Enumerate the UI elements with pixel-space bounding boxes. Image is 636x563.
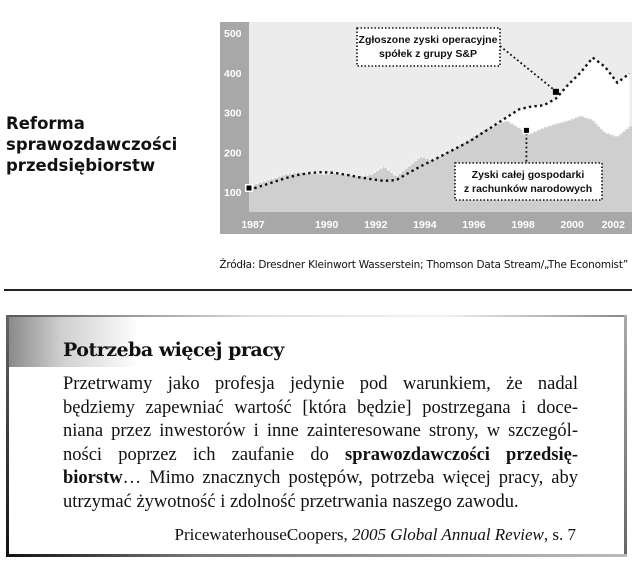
quote-emphasis: biorstw bbox=[63, 468, 123, 489]
y-tick-label: 300 bbox=[224, 107, 242, 120]
side-title-line-2: sprawozdawczości bbox=[6, 135, 178, 154]
annotation-sp-marker bbox=[553, 89, 559, 95]
x-tick-label: 1994 bbox=[413, 219, 437, 231]
box-border-top bbox=[6, 315, 627, 317]
annotation-economy-label: z rachunków narodowych bbox=[463, 183, 593, 195]
x-tick-label: 1987 bbox=[241, 219, 265, 231]
quote-citation: PricewaterhouseCoopers, 2005 Global Annual Review, s. 7 bbox=[174, 525, 576, 544]
quote-text bbox=[63, 373, 578, 515]
quote-line: utrzymać żywotność i zdolność przetrwania naszego zawodu. bbox=[63, 491, 519, 512]
box-border-bottom bbox=[6, 554, 627, 557]
chart-source: Źródła: Dresdner Kleinwort Wasserstein; Thomson Data Stream/„The Economist” bbox=[219, 259, 628, 271]
divider-rule bbox=[4, 289, 632, 291]
x-tick-label: 1990 bbox=[314, 219, 339, 231]
quote-line: Przetrwamy jako profesja jedynie pod warunkiem, że nadal bbox=[63, 374, 578, 394]
citation-work-title: 2005 Global Annual Review bbox=[352, 525, 544, 544]
x-tick-label: 1998 bbox=[511, 219, 535, 231]
x-tick-label: 1996 bbox=[462, 219, 486, 231]
quote-box bbox=[6, 315, 627, 557]
chart-side-title bbox=[6, 113, 216, 176]
x-tick-label: 2000 bbox=[560, 219, 584, 231]
annotation-sp-label: Zgłoszone zyski operacyjne bbox=[358, 34, 498, 46]
y-tick-label: 200 bbox=[224, 147, 242, 160]
quote-box-title: Potrzeba więcej pracy bbox=[63, 339, 284, 361]
profits-chart bbox=[220, 22, 636, 240]
x-tick-label: 2002 bbox=[601, 219, 625, 231]
box-border-left bbox=[6, 315, 9, 557]
y-tick-label: 400 bbox=[224, 67, 242, 80]
annotation-economy-marker bbox=[524, 128, 529, 133]
y-tick-label: 500 bbox=[224, 28, 242, 40]
annotation-sp-label: spółek z grupy S&P bbox=[378, 48, 478, 60]
quote-line: niana przez inwestorów i inne zainteresowane strony, w szczegól- bbox=[63, 421, 578, 442]
box-border-right bbox=[624, 315, 627, 557]
quote-line: ności poprzez ich zaufanie do sprawozdawczości przedsię- bbox=[63, 444, 578, 465]
quote-emphasis: sprawozdawczości przedsię- bbox=[345, 444, 578, 465]
side-title-line-1: Reforma bbox=[6, 114, 85, 133]
quote-line: będziemy zapewniać wartość [która będzie] postrzegana i doce- bbox=[63, 397, 578, 418]
x-tick-label: 1992 bbox=[364, 219, 388, 231]
start-marker bbox=[247, 186, 252, 191]
side-title-line-3: przedsiębiorstw bbox=[6, 156, 156, 175]
annotation-economy-label: Zyski całej gospodarki bbox=[471, 169, 585, 181]
quote-line: biorstw… Mimo znacznych postępów, potrzeba więcej pracy, aby bbox=[63, 468, 578, 489]
y-tick-label: 100 bbox=[224, 187, 242, 199]
